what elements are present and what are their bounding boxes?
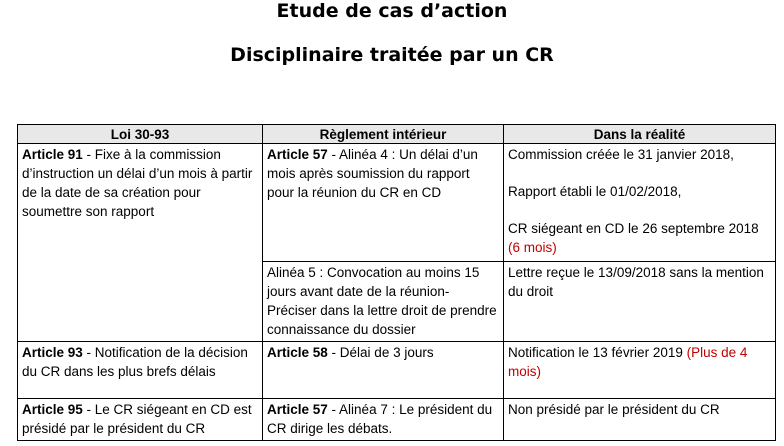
table-row: [18, 399, 776, 441]
reglement-cell: [263, 144, 504, 262]
page-subtitle: Disciplinaire traitée par un CR: [230, 44, 554, 66]
table-row: [18, 342, 776, 399]
reglement-text: - Alinéa 7 : Le président du CR dirige les débats.: [267, 402, 493, 436]
reglement-text: - Alinéa 4 : Un délai d’un mois après soumission du rapport pour la réunion du CR en CD: [267, 147, 478, 200]
realite-text: Notification le 13 février 2019: [508, 345, 687, 360]
reglement-text: - Délai de 3 jours: [327, 345, 434, 360]
realite-highlight: (Plus de 4 mois): [508, 345, 748, 379]
table-row: [18, 144, 776, 262]
loi-text: - Notification de la décision du CR dans les plus brefs délais: [22, 345, 248, 379]
reglement-cell: [263, 399, 504, 441]
realite-line: [508, 219, 771, 257]
realite-text: Lettre reçue le 13/09/2018 sans la mention du droit: [508, 265, 764, 299]
reglement-cell: [263, 342, 504, 399]
realite-cell: [504, 144, 776, 262]
reglement-article: Article 58: [267, 345, 328, 360]
loi-text: - Le CR siégeant en CD est présidé par le président du CR: [22, 402, 252, 436]
loi-article: Article 95: [22, 402, 83, 417]
header-loi: Loi 30-93: [18, 125, 263, 144]
page-title: Etude de cas d’action: [276, 0, 508, 22]
realite-line: Commission créée le 31 janvier 2018,: [508, 147, 734, 162]
loi-article: Article 91: [22, 147, 83, 162]
reglement-article: Article 57: [267, 147, 328, 162]
realite-text: Non présidé par le président du CR: [508, 402, 720, 417]
loi-cell: [18, 399, 263, 441]
realite-line: Rapport établi le 01/02/2018,: [508, 184, 682, 199]
reglement-text: Alinéa 5 : Convocation au moins 15 jours avant date de la réunion- Préciser dans la lettre droit de prendre connaissance du dossier: [267, 265, 497, 337]
realite-cell: [504, 342, 776, 399]
case-table: [17, 124, 776, 441]
realite-highlight: (6 mois): [508, 240, 557, 255]
loi-article: Article 93: [22, 345, 83, 360]
realite-cell: [504, 262, 776, 342]
realite-text: CR siégeant en CD le 26 septembre 2018: [508, 221, 759, 236]
loi-cell: [18, 342, 263, 399]
table-header-row: [18, 125, 776, 144]
reglement-cell: [263, 262, 504, 342]
reglement-article: Article 57: [267, 402, 328, 417]
header-reglement: Règlement intérieur: [263, 125, 504, 144]
loi-text: - Fixe à la commission d’instruction un délai d’un mois à partir de la date de sa création pour soumettre son rapport: [22, 147, 253, 219]
loi-cell: [18, 144, 263, 342]
realite-cell: [504, 399, 776, 441]
header-realite: Dans la réalité: [504, 125, 776, 144]
